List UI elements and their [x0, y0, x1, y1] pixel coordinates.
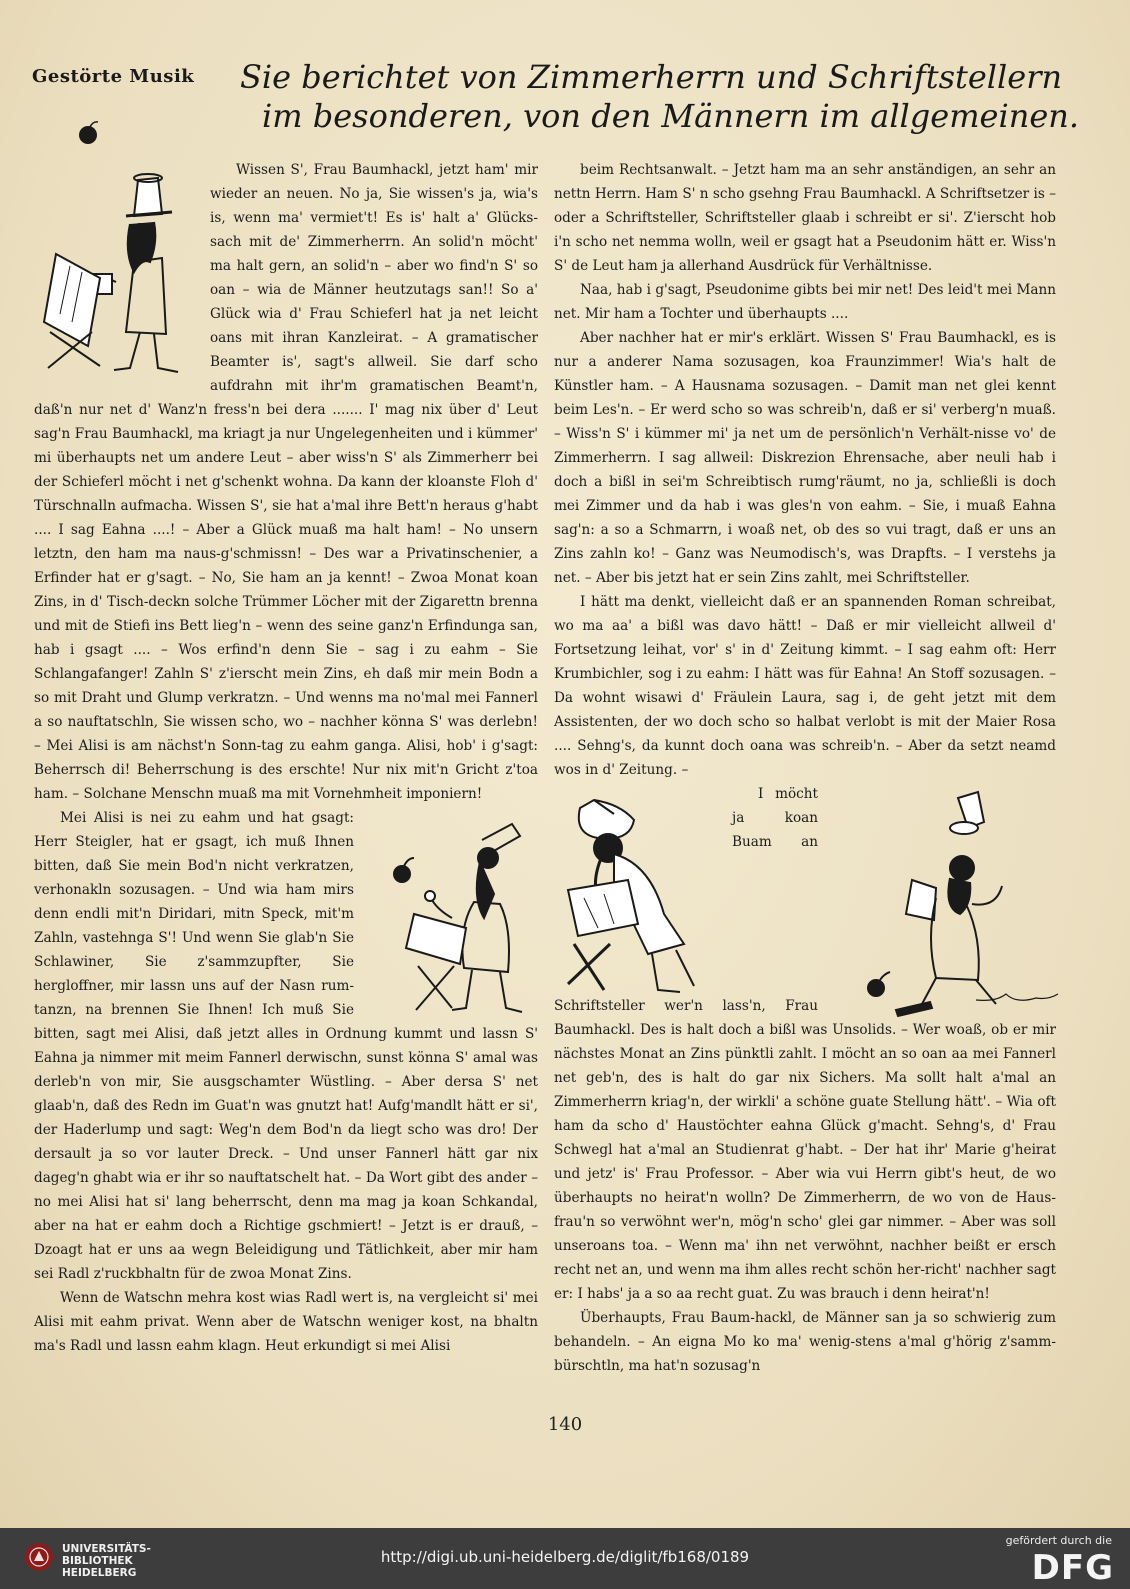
right-paragraph-1: beim Rechtsanwalt. – Jetzt ham ma an sehr anständigen, an sehr an nettn Herrn. Ham S' n scho gsehng Frau Baumhackl. A Schriftsetzer is – oder a Schriftsteller, Schriftsteller glaab i schreibt er si'. Z'ierscht hob i'n scho net nemma wolln, weil er gsagt hat a Pseudonim hätt er. Wiss'n S' de Leut ham ja allerhand Ausdrück für Verhältnisse. [554, 162, 1056, 274]
permalink-url[interactable]: http://digi.ub.uni-heidelberg.de/diglit/fb168/0189 [380, 1548, 750, 1566]
right-paragraph-6: Überhaupts, Frau Baum-hackl, de Männer san ja so schwierig zum behandeln. – An eigna Mo ko ma' wenig-stens a'mal g'hörig z'samm-bürschtln, ma hat'n sozusag'n [554, 1310, 1056, 1374]
dfg-logo: DFG [1031, 1548, 1114, 1588]
illustration-inventor-with-bomb [362, 818, 538, 1014]
right-paragraph-5: I möcht ja koan Buam an Schriftsteller wer'n lass'n, Frau Baumhackl. Des is halt doch a bißl was Unsolids. – Wer woaß, ob er mir nächstes Monat an Zins pünktli zahlt. I möcht an so oan aa mei Fannerl net geb'n, des is halt do gar nix Sichers. Ma sollt halt a'mal an Zimmerherrn kriag'n, der wirkli' a schöne guate Stellung hätt'. – Wia oft ham da scho d' Haustöchter eahna Glück g'macht. Sehng's, d' Frau Schwegl hat a'mal an Studienrat g'habt. – Der hat ihr' Marie g'heirat und jetz' is' Frau Professor. – Aber wia vui Herrn gibt's heut, de wo überhaupts no heirat'n wolln? De Zimmerherrn, de wo von de Haus-frau'n so verwöhnt wer'n, mög'n scho' glei gar nimmer. – Aber was soll unseroans toa. – Wenn ma' ihn net verwöhnt, nachher beißt er ersch recht net an, und wenn ma ihm alles recht schön her-richt' nachher sagt er: I habs' ja a so aa recht guat. Zu was brauch i denn heirat'n! [554, 786, 1056, 1302]
bomb-ornament-icon [74, 118, 104, 148]
left-paragraph-2: Mei Alisi is nei zu eahm und hat gsagt: Herr Steigler, hat er gsagt, ich muß Ihnen bitten, daß Sie mein Bod'n nicht verkratzen, verhonakln sozusagen. – Und wia ham mirs denn endli mit'n Diridari, mitn Speck, mit'm Zahln, vastehnga S'! Und wenn Sie glab'n Sie Schlawiner, Sie z'sammzupfter, Sie hergloffner, mir lassn uns auf der Nasn rum-tanzn, na brennen Sie Ihnen! Ich muß Sie bitten, sagt mei Alisi, daß jetzt alles in Ordnung kummt und lassn S' Eahna ja nimmer mit meim Fannerl derwischn, sunst könna S' amal was derleb'n von mir, Sie ausgschamter Wüstling. – Aber dersa S' net glaab'n, daß des Redn im Guat'n was gnutzt hat! Aufg'mandlt hätt er si', der Haderlump und sagt: Weg'n dem Bod'n da liegt scho was dro! Der dersault ja so vor lauter Dreck. – Und unser Fannerl hätt gar nix dageg'n ghabt wia er ihr so nauftatschelt hat. – Da Wort gibt des ander – no mei Alisi hat si' lang beherrscht, denn ma mag ja koan Schkandal, aber na hat er eahm doch a Richtige gschmiert! – Jetzt is er drauß, – Dzoagt hat er uns aa wegn Beleidigung und Tätlichkeit, aber mir ham sei Radl z'ruckbhaltn für de zwoa Monat Zins. [34, 810, 538, 1282]
funded-by-label: gefördert durch die [1005, 1534, 1112, 1547]
headline-line-2: im besonderen, von den Männern im allgemeinen. [262, 97, 1080, 135]
article-headline [240, 58, 1100, 136]
right-text-column [554, 158, 1056, 1378]
illustration-juggler-signed [826, 788, 1066, 1018]
illustration-man-carrying-box [554, 794, 724, 994]
left-text-column [34, 158, 538, 1358]
right-paragraph-2: Naa, hab i g'sagt, Pseudonime gibts bei mir net! Des leid't mei Mann net. Mir ham a Tochter und überhaupts .... [554, 282, 1056, 322]
headline-line-1: Sie berichtet von Zimmerherrn und Schriftstellern [240, 58, 1063, 96]
left-paragraph-3: Wenn de Watschn mehra kost wias Radl wert is, na vergleicht si' mei Alisi mit eahm privat. Wenn aber de Watschn weniger kost, na bhaltn ma's Radl und lassn eahm klagn. Heut erkundigt si mei Alisi [34, 1290, 538, 1354]
right-paragraph-3: Aber nachher hat er mir's erklärt. Wissen S' Frau Baumhackl, es is nur a anderer Nama sozusagen, koa Fraunzimmer! Wia's halt de Künstler ham. – A Hausnama sozusagen. – Damit man net glei kennt beim Les'n. – Er werd scho so was schreib'n, daß er si' verberg'n muaß. – Wiss'n S' i kümmer mi' ja net um de persönlich'n Verhält-nisse vo' de Zimmerherrn. I sag allweil: Diskrezion Ehrensache, aber neuli hab i doch a bißl in sei'm Schreibtisch rumg'räumt, no ja, schließli is doch mei Zimmer und da hab i was gles'n von eahm. – Sie, i muaß Eahna sag'n: a so a Schmarrn, i woaß net, ob des so vui tragt, daß er uns an Zins zahln ko! – Ganz was Neumodisch's, was Drapfts. – I verstehs ja net. – Aber bis jetzt hat er sein Zins zahlt, mei Schriftsteller. [554, 330, 1056, 586]
illustration-inventor-with-camera [30, 162, 200, 376]
section-label: Gestörte Musik [32, 66, 195, 87]
left-paragraph-1: Wissen S', Frau Baumhackl, jetzt ham' mir wieder an neuen. No ja, Sie wissen's ja, wia's is, wenn ma' vermiet't! Es is' halt a' Glücks-sach mit de' Zimmerherrn. An solid'n möcht' ma halt gern, an solid'n – aber wo find'n S' so oan – wia de Männer heutzutags san!! So a' Glück wia d' Frau Schieferl hat ja net leicht oans mit ihran Kanzleirat. – A gramatischer Beamter is', sagt's allweil. Sie darf scho aufdrahn mit ihr'm gramatischen Beamt'n, daß'n nur net d' Wanz'n fress'n bei dera ....... I' mag nix über d' Leut sag'n Frau Baumhackl, ma kriagt ja nur Ungelegenheiten und i kümmer' mi überhaupts net um andere Leut – aber wiss'n S' als Zimmerherr bei der Schieferl möcht i net g'schenkt wohna. Da kann der kloanste Floh d' Türschnalln aufmacha. Wissen S', sie hat a'mal ihre Bett'n heraus g'habt .... I sag Eahna ....! – Aber a Glück muaß ma halt ham! – No unsern letztn, den ham ma naus-g'schmissn! – Des war a Privatinschenier, a Erfinder hat er g'sagt. – No, Sie ham an ja kennt! – Zwoa Monat koan Zins, in d' Tisch-deckn solche Trümmer Löcher mit der Zigarettn brenna und mit de Stiefi ins Bett lieg'n – wenn des seine ganz'n Erfindunga san, hab i gsagt .... – Wos erfind'n denn Sie – sag i zu eahm – Sie Schlangafanger! Zahln S' z'ierscht mein Zins, eh daß mir mein Bodn a so mit Draht und Glump verkratzn. – Und wenns ma no'mal mei Fannerl a so nauftatschln, Sie wissen scho, wo – nachher könna S' was derlebn! – Mei Alisi is am nächst'n Sonn-tag zu eahm ganga. Alisi, hob' i g'sagt: Beherrsch di! Beherrschung is des erschte! Nur nix mit'n Gricht z'toa ham. – Solchane Menschn muaß ma mit Vornehmheit imponiern! [34, 162, 538, 802]
viewer-footer [0, 1528, 1130, 1589]
page-number: 140 [547, 1414, 583, 1435]
right-paragraph-4: I hätt ma denkt, vielleicht daß er an spannenden Roman schreibat, wo ma aa' a bißl was davo hätt! – Daß er mir vielleicht allweil d' Fortsetzung leihat, vor' s' in d' Zeitung kimmt. – I sag eahm oft: Herr Krumbichler, sog i zu eahm: I hätt was für Eahna! An Stoff sozusagen. – Da wohnt wisawi d' Fräulein Laura, sag i, de geht jetzt mit dem Assistenten, der wo doch scho so halbat verlobt is mit der Maier Rosa .... Sehng's, da kunnt doch oana was schreib'n. – Aber da setzt neamd wos in d' Zeitung. – [554, 594, 1056, 778]
library-name: UNIVERSITÄTS- BIBLIOTHEK HEIDELBERG [62, 1543, 151, 1579]
